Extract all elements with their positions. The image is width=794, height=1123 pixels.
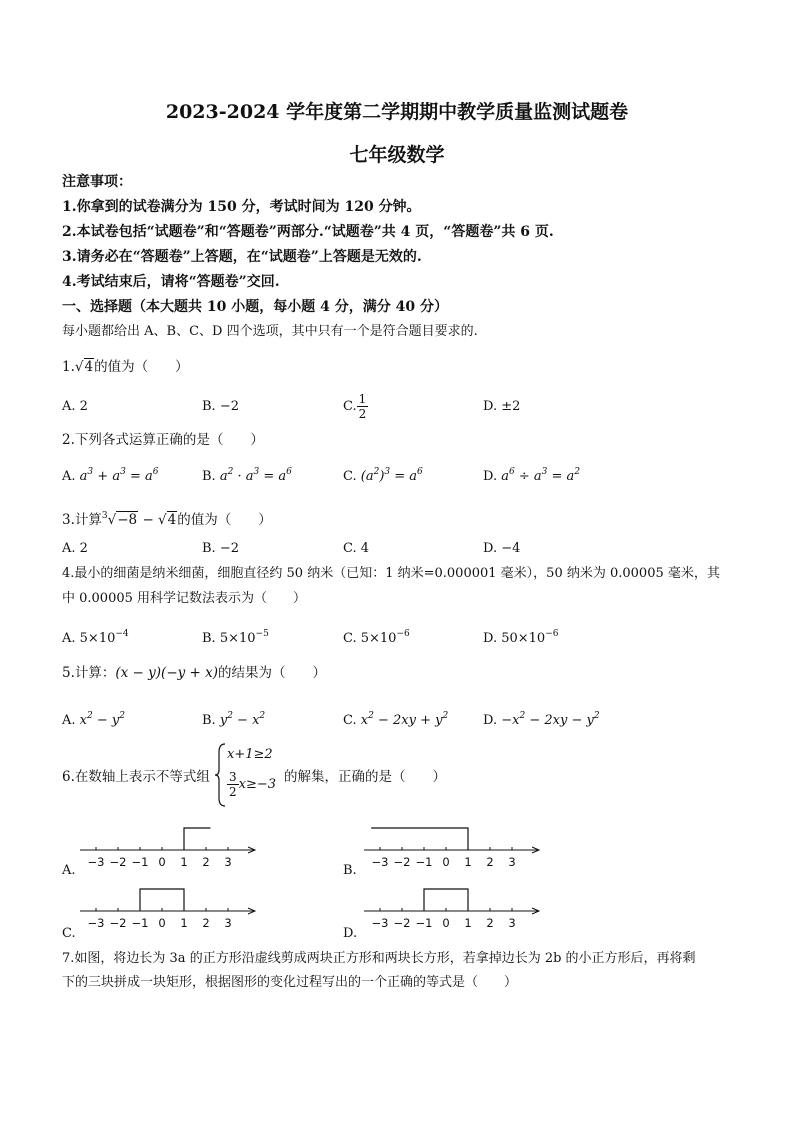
question-6-stem-post: 的解集，正确的是（ ） (284, 769, 446, 785)
section-instruction: 每小题都给出 A、B、C、D 四个选项，其中只有一个是符合题目要求的. (62, 324, 478, 339)
tick-label: −3 (87, 855, 105, 869)
q1-option-d[interactable]: D. ±2 (483, 399, 521, 414)
number-line-c (76, 883, 260, 931)
tick-label: 2 (202, 916, 210, 930)
q4-option-b[interactable]: B. $5\times 10^{-5}$ (202, 629, 269, 646)
tick-label: −3 (87, 916, 105, 930)
notice-item: 3.请务必在“答题卷”上答题，在“试题卷”上答题是无效的. (62, 249, 422, 265)
tick-label: 3 (224, 916, 232, 930)
notice-item: 2.本试卷包括“试题卷”和“答题卷”两部分.“试题卷”共 4 页，“答题卷”共 6 页. (62, 224, 554, 240)
q3-option-a[interactable]: A. 2 (62, 541, 88, 556)
notice-item: 1.你拿到的试卷满分为 150 分，考试时间为 120 分钟。 (62, 199, 421, 215)
number-line-b (360, 822, 544, 870)
tick-label: 1 (180, 855, 188, 869)
tick-label: 3 (224, 855, 232, 869)
tick-label: −1 (415, 855, 433, 869)
notice-item: 4.考试结束后，请将“答题卷”交回. (62, 274, 280, 290)
tick-label: −1 (131, 916, 149, 930)
question-7-line2: 下的三块拼成一块矩形，根据图形的变化过程写出的一个正确的等式是（ ） (62, 975, 518, 990)
question-2-stem: 2.下列各式运算正确的是（ ） (62, 432, 264, 448)
tick-label: 1 (464, 855, 472, 869)
number-line-d (360, 883, 544, 931)
solution-bracket (424, 889, 468, 911)
tick-label: −1 (131, 855, 149, 869)
notice-heading: 注意事项： (62, 174, 132, 190)
q2-option-a[interactable]: A. $a^3 + a^3 = a^6$ (62, 467, 159, 484)
inequality-2: $\frac{3}{2}$ x≥−3 (229, 770, 277, 799)
question-1-stem: 1.√4的值为（ ） (62, 359, 189, 375)
q3-option-b[interactable]: B. −2 (202, 541, 239, 556)
question-4-line2: 中 0.00005 用科学记数法表示为（ ） (62, 591, 307, 606)
tick-label: −2 (393, 916, 411, 930)
q4-option-a[interactable]: A. $5\times 10^{-4}$ (62, 629, 129, 646)
number-line-a (76, 822, 260, 870)
q1-option-a[interactable]: A. 2 (62, 399, 88, 414)
q6-option-a-label[interactable]: A. (62, 863, 76, 878)
q6-option-c-label[interactable]: C. (62, 926, 76, 941)
q6-option-b-label[interactable]: B. (343, 863, 357, 878)
q5-option-d[interactable]: D. $-x^2 - 2xy - y^2$ (483, 711, 600, 728)
q5-option-c[interactable]: C. $x^2 - 2xy + y^2$ (343, 711, 449, 728)
question-7-line1: 7.如图，将边长为 3a 的正方形沿虚线剪成两块正方形和两块长方形，若拿掉边长为 2b 的小正方形后，再将剩 (62, 951, 696, 966)
tick-label: 0 (158, 916, 166, 930)
exam-subtitle: 七年级数学 (349, 144, 445, 166)
tick-label: −2 (109, 916, 127, 930)
q2-option-b[interactable]: B. $a^2 \cdot a^3 = a^6$ (202, 467, 292, 484)
tick-label: −3 (371, 916, 389, 930)
q6-option-d-label[interactable]: D. (343, 926, 358, 941)
system-brace (214, 742, 228, 808)
tick-label: 0 (442, 916, 450, 930)
tick-label: −2 (393, 855, 411, 869)
q5-option-a[interactable]: A. $x^2 - y^2$ (62, 711, 125, 728)
q3-option-c[interactable]: C. 4 (343, 541, 370, 556)
q2-option-d[interactable]: D. $a^6 \div a^3 = a^2$ (483, 467, 581, 484)
tick-label: 3 (508, 916, 516, 930)
tick-label: −2 (109, 855, 127, 869)
solution-bracket (184, 828, 210, 850)
question-4-line1: 4.最小的细菌是纳米细菌，细胞直径约 50 纳米（已知：1 纳米=0.000001 毫米），50 纳米为 0.00005 毫米，其 (62, 566, 720, 581)
inequality-1: x+1≥2 (227, 747, 273, 762)
tick-label: 2 (486, 855, 494, 869)
q4-option-c[interactable]: C. $5\times 10^{-6}$ (343, 629, 410, 646)
q1-option-b[interactable]: B. −2 (202, 399, 239, 414)
question-5-stem: 5.计算：(x − y)(−y + x)的结果为（ ） (62, 665, 327, 681)
q5-option-b[interactable]: B. $y^2 - x^2$ (202, 711, 266, 728)
solution-bracket (371, 828, 468, 850)
tick-label: 0 (442, 855, 450, 869)
tick-label: −3 (371, 855, 389, 869)
tick-label: 2 (202, 855, 210, 869)
tick-label: 2 (486, 916, 494, 930)
section-heading: 一、选择题（本大题共 10 小题，每小题 4 分，满分 40 分） (62, 299, 448, 315)
q3-option-d[interactable]: D. −4 (483, 541, 521, 556)
q2-option-c[interactable]: C. $(a^2)^3 = a^6$ (343, 467, 423, 484)
tick-label: 3 (508, 855, 516, 869)
tick-label: −1 (415, 916, 433, 930)
solution-bracket (140, 889, 184, 911)
q1-option-c[interactable]: C. $\frac{1}{2}$ (343, 392, 367, 421)
question-3-stem: 3.计算$^3$√−8 − √4的值为（ ） (62, 511, 272, 528)
q4-option-d[interactable]: D. $50\times 10^{-6}$ (483, 629, 559, 646)
tick-label: 0 (158, 855, 166, 869)
question-6-stem-pre: 6.在数轴上表示不等式组 (62, 769, 210, 785)
exam-title: 2023-2024 学年度第二学期期中教学质量监测试题卷 (165, 101, 629, 123)
tick-label: 1 (464, 916, 472, 930)
tick-label: 1 (180, 916, 188, 930)
